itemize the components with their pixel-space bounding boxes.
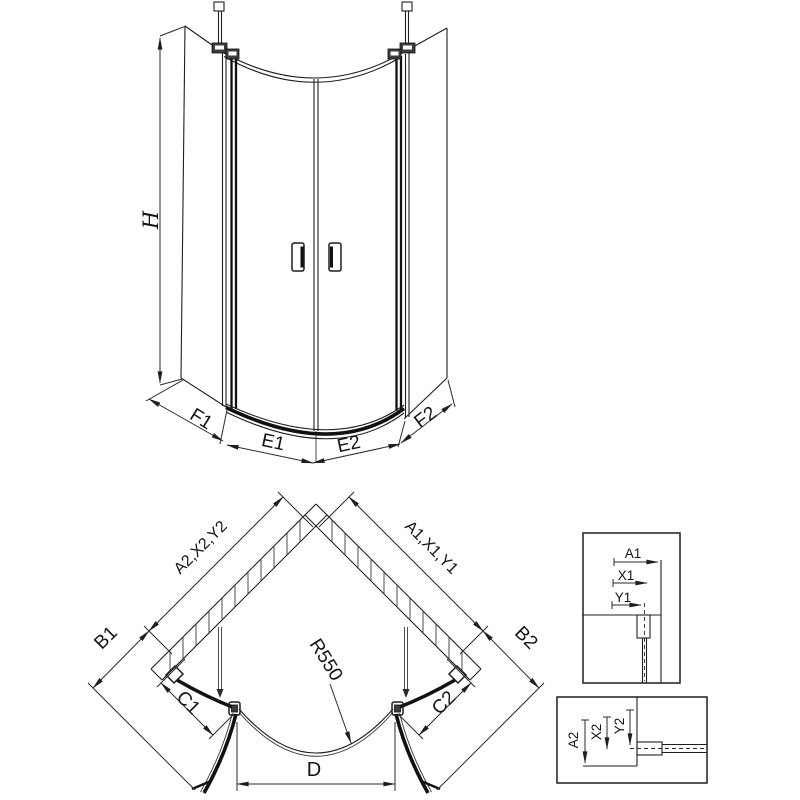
top-rail bbox=[222, 52, 404, 82]
left-wall-section bbox=[151, 504, 327, 680]
detail-a2-dimension bbox=[566, 720, 589, 763]
height-dimension-label: H bbox=[139, 210, 163, 230]
left-projection-line bbox=[217, 627, 224, 698]
detail-a1-dimension bbox=[614, 546, 658, 566]
height-dimension bbox=[139, 26, 186, 385]
b2-dimension-label: B2 bbox=[510, 622, 542, 654]
detail-view-bottom bbox=[557, 697, 707, 783]
right-support-bracket bbox=[388, 2, 415, 59]
tray-edge-arc bbox=[239, 709, 393, 756]
left-door-pivot bbox=[229, 702, 240, 715]
f1-dimension bbox=[146, 380, 227, 444]
plan-view bbox=[88, 492, 544, 793]
e1-dimension bbox=[227, 430, 313, 463]
elevation-view bbox=[139, 2, 455, 463]
d-dimension-label: D bbox=[306, 759, 322, 781]
detail-top-wall-profile bbox=[637, 615, 650, 638]
right-door-pivot bbox=[392, 702, 403, 715]
e2-dimension bbox=[313, 421, 405, 463]
right-side-panel bbox=[404, 28, 447, 419]
e1-dimension-label: E1 bbox=[259, 429, 287, 456]
detail-y2-label: Y2 bbox=[612, 717, 627, 735]
door-center-seam bbox=[314, 79, 318, 463]
c1-dimension-label: C1 bbox=[171, 687, 204, 720]
c2-dimension bbox=[398, 659, 475, 739]
left-support-bracket bbox=[212, 2, 239, 59]
right-door-open-arc bbox=[396, 713, 440, 793]
left-side-panel bbox=[181, 26, 226, 407]
bottom-sill bbox=[226, 404, 404, 439]
right-hinge-profile bbox=[397, 56, 402, 411]
detail-x1-dimension bbox=[613, 568, 647, 587]
radius-callout bbox=[305, 635, 351, 743]
detail-x1-label: X1 bbox=[617, 568, 635, 583]
left-door-handle bbox=[292, 243, 304, 271]
c2-dimension-label: C2 bbox=[428, 687, 461, 720]
b1-dimension-label: B1 bbox=[90, 622, 122, 654]
left-hinge-profile bbox=[232, 57, 237, 409]
radius-label: R550 bbox=[304, 635, 347, 685]
detail-a2-label: A2 bbox=[566, 731, 581, 749]
right-door-handle bbox=[329, 243, 341, 271]
f1-dimension-label: F1 bbox=[185, 404, 216, 435]
e2-dimension-label: E2 bbox=[335, 431, 363, 458]
detail-y1-dimension bbox=[612, 590, 641, 609]
detail-view-top bbox=[583, 533, 680, 683]
detail-y2-dimension bbox=[612, 710, 634, 745]
detail-a1-label: A1 bbox=[624, 546, 642, 561]
right-projection-line bbox=[403, 627, 410, 698]
f2-dimension-label: F2 bbox=[410, 402, 441, 433]
left-door-open-arc bbox=[192, 713, 236, 793]
right-wall-dimension-label: A1,X1,Y1 bbox=[401, 517, 462, 578]
detail-x2-dimension bbox=[589, 717, 611, 749]
left-wall-dimension-label: A2,X2,Y2 bbox=[170, 517, 231, 578]
detail-x2-label: X2 bbox=[589, 723, 604, 741]
c1-dimension bbox=[157, 659, 234, 739]
detail-y1-label: Y1 bbox=[614, 590, 632, 605]
